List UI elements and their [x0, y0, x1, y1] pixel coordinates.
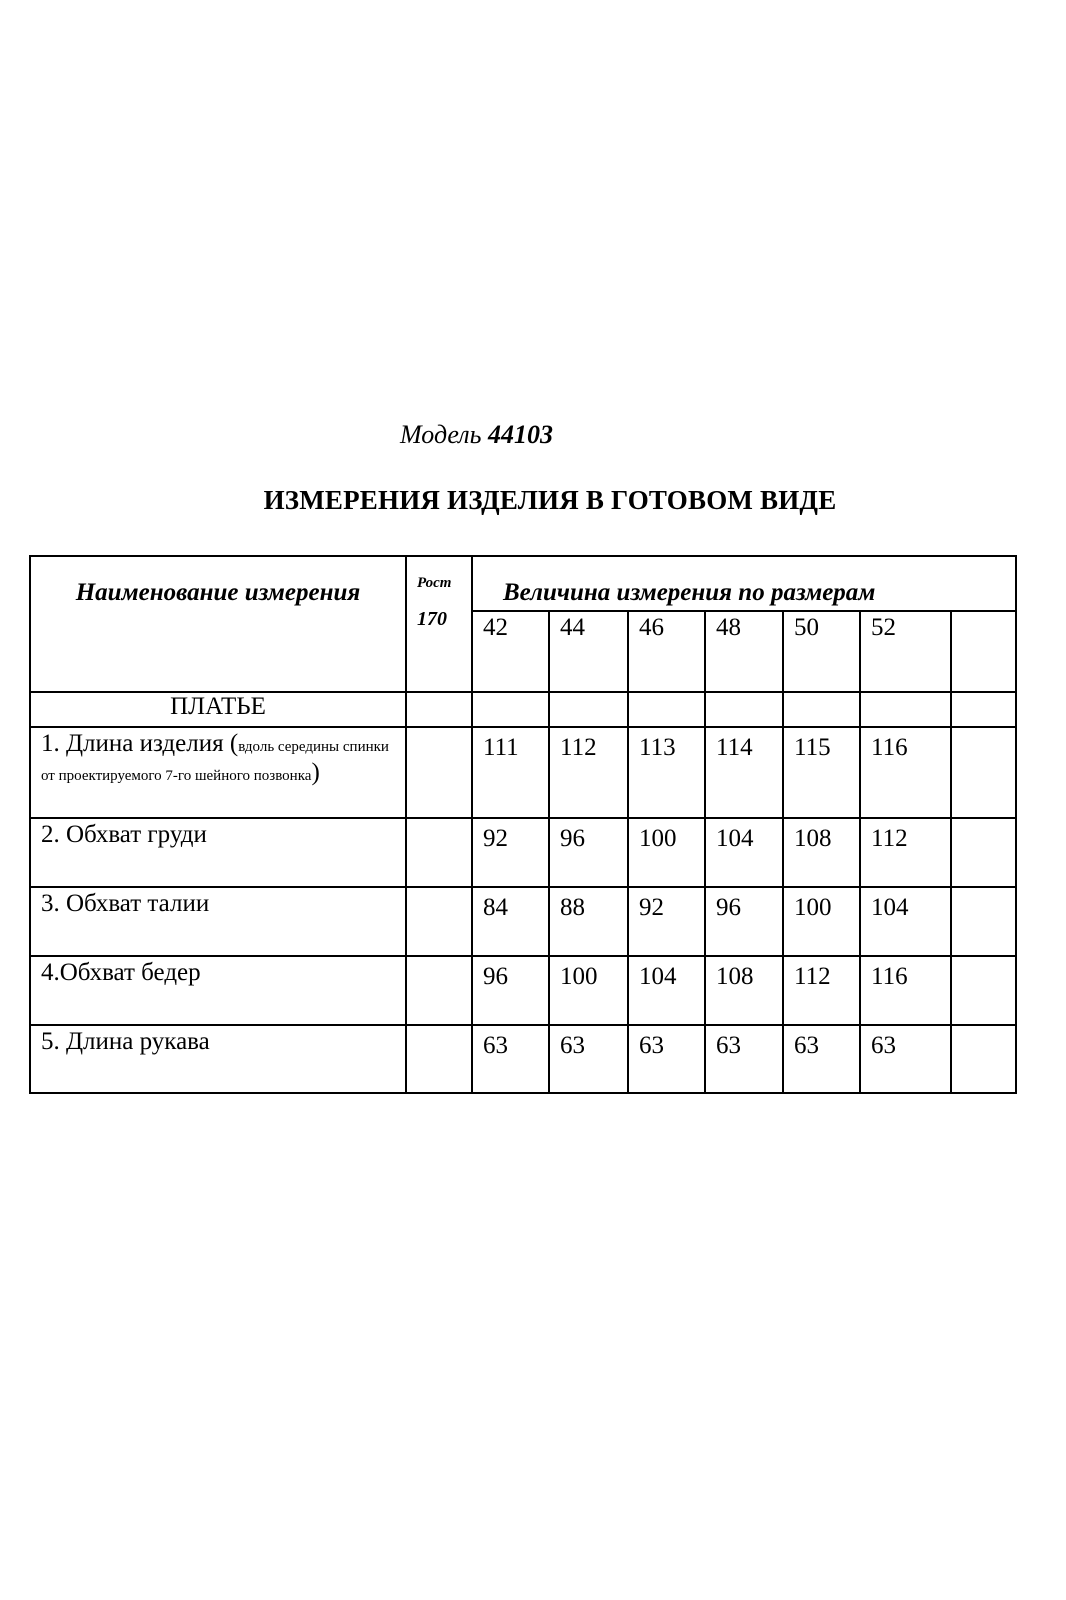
value-cell: 100 [628, 818, 705, 887]
value-cell: 116 [860, 956, 951, 1025]
empty-cell [705, 692, 783, 727]
table-row [30, 727, 1016, 818]
empty-cell [951, 1025, 1016, 1093]
empty-cell [860, 692, 951, 727]
section-row [30, 692, 1016, 727]
empty-cell [406, 692, 472, 727]
value-cell: 63 [783, 1025, 860, 1093]
size-cell: 52 [860, 611, 951, 692]
value-cell: 111 [472, 727, 549, 818]
model-number: 44103 [487, 420, 553, 449]
value-cell: 115 [783, 727, 860, 818]
empty-cell [472, 692, 549, 727]
value-cell: 100 [549, 956, 628, 1025]
sizes-header: Величина измерения по размерам [472, 556, 1016, 611]
table-row [30, 1025, 1016, 1093]
value-cell: 63 [705, 1025, 783, 1093]
value-cell: 63 [628, 1025, 705, 1093]
row-name [30, 727, 406, 818]
model-title [400, 420, 553, 450]
row-name-note: вдоль середины спинки от проектируемого 7-го шейного позвонка [41, 739, 389, 784]
section-title: ПЛАТЬЕ [30, 692, 406, 727]
value-cell: 113 [628, 727, 705, 818]
value-cell: 104 [860, 887, 951, 956]
value-cell: 104 [705, 818, 783, 887]
model-label: Модель [400, 420, 482, 449]
empty-cell [951, 692, 1016, 727]
value-cell: 63 [549, 1025, 628, 1093]
empty-cell [406, 956, 472, 1025]
empty-cell [951, 956, 1016, 1025]
empty-cell [951, 727, 1016, 818]
value-cell: 114 [705, 727, 783, 818]
height-label: Рост [417, 575, 452, 591]
value-cell: 112 [860, 818, 951, 887]
value-cell: 96 [705, 887, 783, 956]
value-cell: 96 [549, 818, 628, 887]
page-heading: ИЗМЕРЕНИЯ ИЗДЕЛИЯ В ГОТОВОМ ВИДЕ [263, 485, 837, 515]
value-cell: 112 [783, 956, 860, 1025]
value-cell: 108 [705, 956, 783, 1025]
size-cell: 42 [472, 611, 549, 692]
header-row [30, 556, 1016, 611]
table-row [30, 887, 1016, 956]
empty-cell [406, 818, 472, 887]
empty-cell [549, 692, 628, 727]
empty-cell [406, 727, 472, 818]
height-header [406, 556, 472, 692]
value-cell: 63 [860, 1025, 951, 1093]
table-row [30, 818, 1016, 887]
value-cell: 88 [549, 887, 628, 956]
row-name: 2. Обхват груди [30, 818, 406, 887]
empty-cell [406, 887, 472, 956]
value-cell: 112 [549, 727, 628, 818]
value-cell: 92 [628, 887, 705, 956]
empty-cell [406, 1025, 472, 1093]
value-cell: 63 [472, 1025, 549, 1093]
row-name: 3. Обхват талии [30, 887, 406, 956]
value-cell: 104 [628, 956, 705, 1025]
size-cell: 46 [628, 611, 705, 692]
size-cell: 44 [549, 611, 628, 692]
empty-cell [951, 818, 1016, 887]
value-cell: 116 [860, 727, 951, 818]
value-cell: 84 [472, 887, 549, 956]
measurements-table [29, 555, 1017, 1094]
value-cell: 100 [783, 887, 860, 956]
row-name: 5. Длина рукава [30, 1025, 406, 1093]
empty-cell [783, 692, 860, 727]
row-name-note-close: ) [311, 758, 320, 786]
size-cell: 50 [783, 611, 860, 692]
value-cell: 96 [472, 956, 549, 1025]
row-name: 4.Обхват бедер [30, 956, 406, 1025]
table-row [30, 956, 1016, 1025]
value-cell: 108 [783, 818, 860, 887]
measurement-name-header: Наименование измерения [30, 556, 406, 692]
row-name-main: 1. Длина изделия ( [41, 730, 239, 757]
empty-cell [628, 692, 705, 727]
empty-cell [951, 611, 1016, 692]
height-value: 170 [417, 608, 447, 631]
value-cell: 92 [472, 818, 549, 887]
size-cell: 48 [705, 611, 783, 692]
empty-cell [951, 887, 1016, 956]
